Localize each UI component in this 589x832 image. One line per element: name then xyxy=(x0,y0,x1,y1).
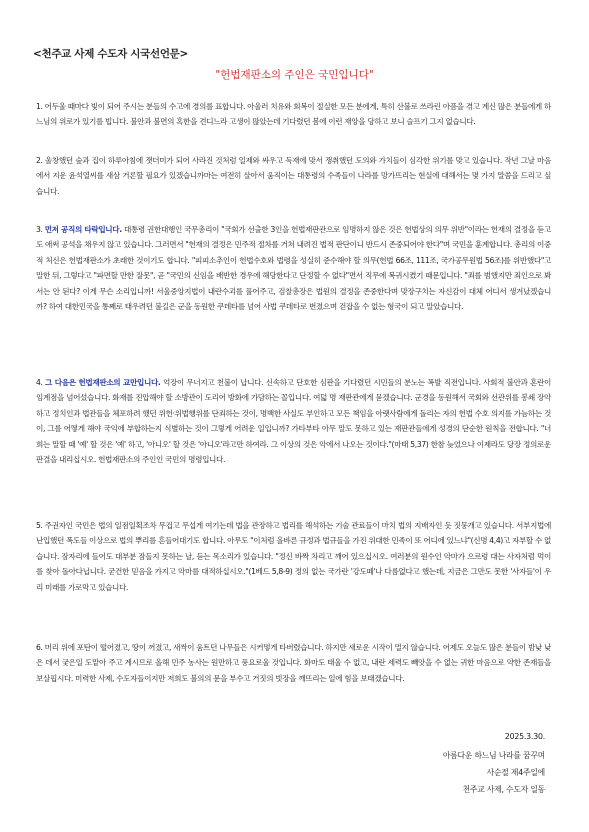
paragraph-3 xyxy=(36,222,551,314)
paragraph-4-highlight: 그 다음은 헌법재판소의 교만입니다. xyxy=(45,378,161,387)
signature-date: 2025.3.30. xyxy=(504,732,545,741)
paragraph-3-number: 3. xyxy=(36,225,43,234)
paragraph-6: 6. 머리 위에 포탄이 떨어졌고, 땅이 꺼졌고, 새싹이 움트던 나무들은 시커멓게 타버렸습니다. 하지만 새로운 시작이 멀지 않습니다. 어제도 오늘도 많은 분들이 밤낮 낮은 데서 궂은일 도맡아 주고 계시므로 올해 민주 농사는 원만하고 풍요로울 것입니다. 화마도 태울 수 없고, 내란 세력도 빼앗을 수 없는 귀한 마음으로 약한 존재들을 보살핍시다. 미력한 사제, 수도자들이지만 저희도 불의의 문을 부수고 거짓의 빗장을 깨뜨리는 일에 힘을 보태겠습니다. xyxy=(36,643,551,683)
signature-line-3: 천주교 사제, 수도자 일동 xyxy=(462,785,545,794)
signature-line-2: 사순절 제4주일에 xyxy=(486,768,545,777)
paragraph-3-highlight: 먼저 공직의 타락입니다. xyxy=(44,225,122,234)
document-title: "헌법재판소의 주인은 국민입니다" xyxy=(215,69,374,81)
paragraph-2: 2. 울창했던 숲과 집이 하루아침에 잿더미가 되어 사라진 것처럼 일제와 싸우고 독재에 맞서 쟁취했던 도의와 가치들이 심각한 위기를 맞고 있습니다. 작년 그날 마음에서 지운 윤석열씨를 새삼 거론할 필요가 있겠습니까마는 여전히 살아서 움직이는 대통령의 수족들이 나라를 망가뜨리는 현실에 대해서는 몇 가지 말씀을 드리고 싶습니다. xyxy=(36,156,551,196)
paragraph-4 xyxy=(36,375,551,467)
paragraph-4-number: 4. xyxy=(36,378,43,387)
paragraph-3-body: 대통령 권한대행인 국무총리이 "국회가 선출한 3인을 헌법재판관으로 임명하지 않은 것은 헌법상의 의무 위반"이라는 헌재의 결정을 듣고도 애써 공석을 채우지 않고 있습니다. 그러면서 "헌재의 결정은 민주적 절차를 거쳐 내려진 법적 판단이니 반드시 존중되어야 한다"며 국민을 훈계합니다. 총리의 이중적 처신은 헌법재판소가 초래한 것이기도 합니다. "피피소추인이 헌법수호와 법령을 성실히 준수해야 할 의무(헌법 66조, 111조, 국가공무원법 56조)를 위반했다"고 말한 뒤, 그렇다고 "파면할 만한 잘못", 곧 "국민의 신임을 배반한 경우에 해당한다고 단정할 수 없다"면서 직무에 복귀시켰기 때문입니다. "죄를 범했지만 죄인으로 봐서는 안 된다? 이게 무슨 소리입니까! 서울중앙지법이 내란수괴를 풀어주고, 검찰총장은 법원의 결정을 존중한다며 맞장구치는 자신감이 대체 어디서 생겨났겠습니까? 하여 대한민국을 통째로 태우려던 불길은 군을 동원한 쿠데타를 넘어 사법 쿠데타로 번졌으며 걷잡을 수 없는 형국이 되고 말았습니다. xyxy=(36,225,551,312)
signature-line-1: 아름다운 하느님 나라를 꿈꾸며 xyxy=(442,751,545,760)
paragraph-5: 5. 주권자인 국민은 법의 일점일획조차 무겁고 무섭게 여기는데 법을 관장하고 법리를 해석하는 기술 관료들이 마치 법의 지배자인 듯 짓뭉개고 있습니다. 서부지법에 난입했던 폭도들 이상으로 법의 뿌리를 흔들어대기도 합니다. 아무도 "이처럼 올바른 규정과 법규들을 가진 위대한 민족이 또 어디에 있느냐"(신명 4,4)고 자부할 수 없습니다. 잠자리에 들어도 대부분 잠들지 못하는 날, 듣는 목소리가 있습니다. "정신 바짝 차리고 깨어 있으십시오. 여러분의 원수인 악마가 으르렁 대는 사자처럼 먹이를 찾아 돌아다닙니다. 굳건한 믿음을 가지고 악마를 대적하십시오."(1베드 5,8-9) 정의 없는 국가란 '강도떼'나 다름없다고 했는데, 지금은 그만도 못한 '사자들'이 우리 미래를 가로막고 있습니다. xyxy=(36,521,552,592)
paragraph-1: 1. 어두울 때마다 빛이 되어 주시는 분들의 수고에 경의를 표합니다. 아울러 치유와 회복이 절실한 모든 분에게, 특히 산불로 쓰라린 아픔을 겪고 계신 많은 분들에게 하느님의 위로가 있기를 빕니다. 불안과 불면의 혹한을 견디느라 고생이 많았는데 기다렸던 봄에 이런 재앙을 당하고 보니 슬프기 그지 없습니다. xyxy=(36,102,551,127)
document-header: <천주교 사제 수도자 시국선언문> xyxy=(33,48,189,60)
paragraph-4-body: 억장이 무너지고 천불이 납니다. 신속하고 단호한 심판을 기다렸던 시민들의 분노는 폭발 직전입니다. 사회적 불안과 혼란이 임계점을 넘어섰습니다. 화재를 진압해야 할 소방관이 도리어 방화에 가담하는 꼴입니다. 여덟 명 재판관에게 묻겠습니다. 군경을 동원해서 국회와 선관위를 봉쇄 장악하고 정치인과 법관들을 체포하려 했던 위헌·위법행위를 단죄하는 것이, 명백한 사실도 부인하고 모든 책임을 아랫사람에게 돌리는 자의 헌법 수호 의지를 가늠하는 것이, 그를 어떻게 해야 국익에 부합하는지 식별하는 것이 그렇게 어려운 일입니까? 가타부타 아무 말도 못하고 있는 재판관들에게 성경의 단순한 원칙을 전합니다. "너희는 말할 때 '예' 할 것은 '예' 하고, '아니오' 할 것은 '아니오'라고만 하여라. 그 이상의 것은 악에서 나오는 것이다."(마태 5,37) 한참 늦었으나 이제라도 당장 정의로운 판결을 내리십시오. 헌법재판소의 주인인 국민의 명령입니다. xyxy=(36,378,551,465)
